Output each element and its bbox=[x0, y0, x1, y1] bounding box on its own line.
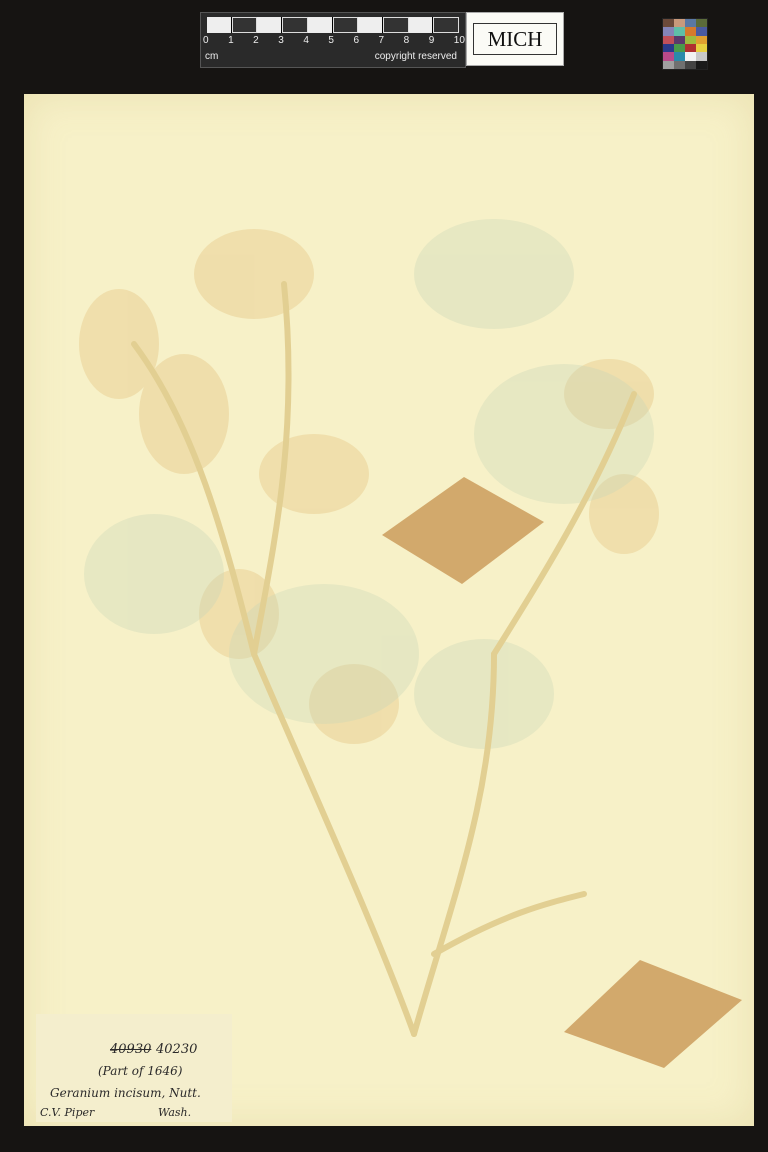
scale-ruler bbox=[207, 17, 459, 33]
color-patch bbox=[696, 27, 707, 35]
specimen-foliage-shadow bbox=[84, 219, 654, 749]
scale-tick-label: 7 bbox=[378, 35, 385, 46]
color-patch bbox=[685, 44, 696, 52]
institution-code: MICH bbox=[473, 23, 557, 55]
mounting-strap-bottom bbox=[564, 960, 742, 1068]
color-patch bbox=[685, 36, 696, 44]
color-patch bbox=[674, 27, 685, 35]
taxon-name: Geranium incisum, Nutt. bbox=[50, 1086, 201, 1100]
color-patch bbox=[685, 19, 696, 27]
copyright-text: copyright reserved bbox=[374, 51, 457, 62]
color-patch bbox=[663, 27, 674, 35]
specimen-image bbox=[24, 94, 754, 1126]
color-patch bbox=[696, 61, 707, 69]
color-patch bbox=[663, 19, 674, 27]
accession-number-old: 40930 bbox=[110, 1042, 152, 1057]
scale-tick-label: 2 bbox=[253, 35, 259, 46]
color-patch bbox=[685, 61, 696, 69]
color-patch bbox=[685, 27, 696, 35]
scale-tick-label: 4 bbox=[303, 35, 309, 46]
color-patch bbox=[685, 52, 696, 60]
color-patch bbox=[674, 36, 685, 44]
color-patch bbox=[663, 36, 674, 44]
color-patch bbox=[663, 61, 674, 69]
color-patch bbox=[674, 19, 685, 27]
locality: Wash. bbox=[158, 1106, 192, 1119]
scale-tick-label: 3 bbox=[278, 35, 284, 46]
specimen-label bbox=[36, 1014, 232, 1122]
color-checker bbox=[662, 18, 708, 70]
color-patch bbox=[696, 52, 707, 60]
scale-tick-label: 10 bbox=[453, 35, 465, 46]
color-patch bbox=[674, 44, 685, 52]
scale-bar bbox=[200, 12, 466, 68]
color-patch bbox=[696, 44, 707, 52]
color-patch bbox=[663, 52, 674, 60]
scale-tick-label: 5 bbox=[328, 35, 334, 46]
scale-numbers bbox=[203, 35, 465, 46]
institution-label bbox=[466, 12, 564, 66]
scale-tick-label: 0 bbox=[203, 35, 209, 46]
color-patch bbox=[674, 61, 685, 69]
color-patch bbox=[696, 36, 707, 44]
scale-tick-label: 6 bbox=[353, 35, 360, 46]
scale-tick-label: 1 bbox=[228, 35, 234, 46]
specimen-note: (Part of 1646) bbox=[98, 1064, 183, 1078]
color-patch bbox=[674, 52, 685, 60]
color-patch bbox=[696, 19, 707, 27]
accession-number: 40230 bbox=[156, 1042, 198, 1057]
collector-name: C.V. Piper bbox=[40, 1106, 95, 1119]
scale-unit: cm bbox=[205, 51, 219, 62]
herbarium-sheet bbox=[24, 94, 754, 1126]
scale-tick-label: 9 bbox=[428, 35, 435, 46]
color-patch bbox=[663, 44, 674, 52]
scale-tick-label: 8 bbox=[403, 35, 410, 46]
